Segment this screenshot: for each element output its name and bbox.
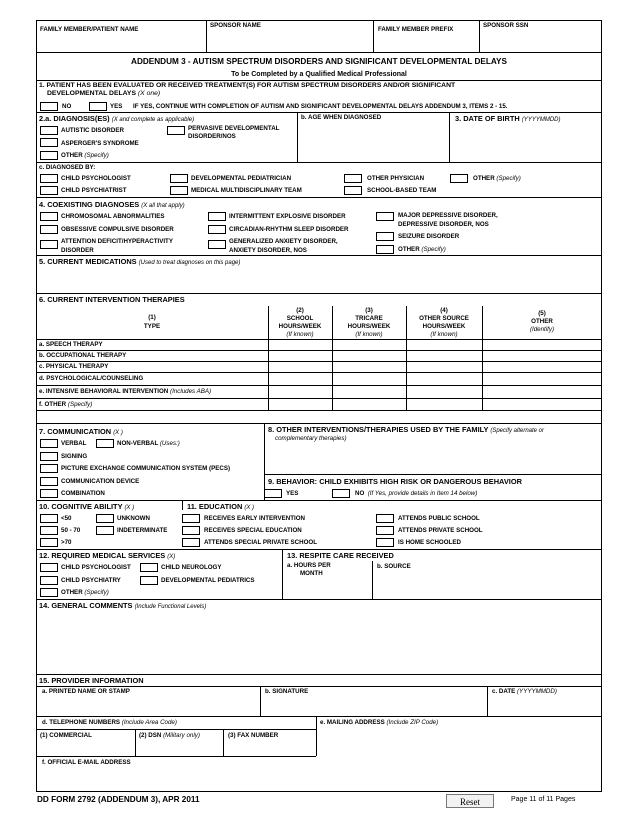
printed-name-label: a. PRINTED NAME OR STAMP	[42, 688, 130, 695]
divider	[36, 112, 602, 113]
mdd-checkbox[interactable]	[376, 212, 394, 221]
col4-head-a: OTHER SOURCE	[419, 315, 469, 322]
s10-label: 10. COGNITIVE ABILITY (X )	[39, 502, 135, 511]
col1-head: TYPE	[143, 323, 161, 330]
divider	[36, 686, 602, 687]
divider	[206, 20, 207, 52]
pdd-label2: DISORDER/NOS	[188, 133, 236, 140]
s1-yes-checkbox[interactable]	[89, 102, 107, 111]
date-label: c. DATE (YYYYMMDD)	[492, 688, 557, 695]
therapy-row-c: c. PHYSICAL THERAPY	[39, 363, 109, 370]
s3-label: 3. DATE OF BIRTH (YYYYMMDD)	[455, 114, 561, 123]
nonverbal-checkbox[interactable]	[96, 439, 114, 448]
edu-public-checkbox[interactable]	[376, 514, 394, 523]
col2-head-b: HOURS/WEEK	[278, 323, 322, 330]
pecs-checkbox[interactable]	[40, 464, 58, 473]
sponsor-ssn-label: SPONSOR SSN	[483, 22, 529, 29]
s9-no-checkbox[interactable]	[332, 489, 350, 498]
edu-early-label: RECEIVES EARLY INTERVENTION	[204, 515, 305, 522]
divider	[36, 361, 602, 362]
by-mmt-label: MEDICAL MULTIDISCIPLINARY TEAM	[191, 187, 302, 194]
circ-checkbox[interactable]	[208, 225, 226, 234]
ied-checkbox[interactable]	[208, 212, 226, 221]
signing-label: SIGNING	[61, 453, 88, 460]
s2-age-label: b. AGE WHEN DIAGNOSED	[301, 114, 382, 121]
s4-other-checkbox[interactable]	[376, 245, 394, 254]
by-psychiatrist-label: CHILD PSYCHIATRIST	[61, 187, 127, 194]
s8-label: 8. OTHER INTERVENTIONS/THERAPIES USED BY THE FAMILY (Specify alternate or	[268, 425, 545, 434]
form-subtitle: To be Completed by a Qualified Medical Professional	[231, 71, 407, 78]
divider	[36, 549, 602, 550]
s4-label: 4. COEXISTING DIAGNOSES (X all that apply)	[39, 200, 185, 209]
cog-unknown-checkbox[interactable]	[96, 514, 114, 523]
svc-neurology-checkbox[interactable]	[140, 563, 158, 572]
svc-other-checkbox[interactable]	[40, 588, 58, 597]
divider	[36, 674, 602, 675]
divider	[36, 716, 602, 717]
reset-button[interactable]: Reset	[446, 794, 494, 808]
divider	[36, 52, 602, 53]
divider	[36, 599, 602, 600]
divider	[297, 112, 298, 162]
divider	[373, 20, 374, 52]
divider	[182, 500, 183, 510]
edu-special-checkbox[interactable]	[182, 526, 200, 535]
asperger-label: ASPERGER'S SYNDROME	[61, 140, 139, 147]
edu-early-checkbox[interactable]	[182, 514, 200, 523]
s14-label: 14. GENERAL COMMENTS (Include Functional Levels)	[39, 601, 207, 610]
chrom-checkbox[interactable]	[40, 212, 58, 221]
divider	[264, 474, 602, 475]
col2-head-a: SCHOOL	[286, 315, 314, 322]
by-otherphys-label: OTHER PHYSICIAN	[367, 175, 425, 182]
circ-label: CIRCADIAN-RHYTHM SLEEP DISORDER	[229, 226, 349, 233]
ocd-label: OBSESSIVE COMPULSIVE DISORDER	[61, 226, 174, 233]
col5-head-b: (Identify)	[529, 326, 555, 333]
col5-head-a: OTHER	[531, 318, 553, 325]
s1-no-checkbox[interactable]	[40, 102, 58, 111]
adhd-label: ATTENTION DEFICIT/HYPERACTIVITY	[61, 238, 173, 245]
col4-head-c: (If known)	[430, 331, 458, 338]
cog-gt70-label: >70	[61, 539, 72, 546]
edu-private-label: ATTENDS PRIVATE SCHOOL	[398, 527, 483, 534]
by-other-label: OTHER (Specify)	[473, 175, 521, 182]
col4-num: (4)	[440, 307, 448, 314]
s1-label2: DEVELOPMENTAL DELAYS (X one)	[47, 90, 161, 97]
mdd-label2: DEPRESSIVE DISORDER, NOS	[398, 221, 489, 228]
edu-home-label: IS HOME SCHOOLED	[398, 539, 461, 546]
sponsor-name-label: SPONSOR NAME	[210, 22, 261, 29]
cog-lt50-label: <50	[61, 515, 72, 522]
col3-head-a: TRICARE	[355, 315, 383, 322]
divider	[36, 162, 602, 163]
svc-neurology-label: CHILD NEUROLOGY	[161, 564, 222, 571]
hours-label2: MONTH	[300, 570, 323, 577]
divider	[479, 20, 480, 52]
divider	[36, 339, 602, 340]
device-checkbox[interactable]	[40, 477, 58, 486]
divider	[36, 398, 602, 399]
verbal-label: VERBAL	[61, 440, 87, 447]
divider	[36, 350, 602, 351]
ied-label: INTERMITTENT EXPLOSIVE DISORDER	[229, 213, 346, 220]
page-number: Page 11 of 11 Pages	[511, 796, 576, 803]
therapy-row-f: f. OTHER (Specify)	[39, 401, 93, 408]
svc-other-label: OTHER (Specify)	[61, 589, 109, 596]
s6-label: 6. CURRENT INTERVENTION THERAPIES	[39, 295, 185, 304]
divider	[36, 372, 602, 373]
divider	[449, 112, 450, 162]
s15-label: 15. PROVIDER INFORMATION	[39, 676, 144, 685]
therapy-row-a: a. SPEECH THERAPY	[39, 341, 103, 348]
email-label: f. OFFICIAL E-MAIL ADDRESS	[42, 759, 131, 766]
autistic-label: AUTISTIC DISORDER	[61, 127, 124, 134]
svc-psychiatry-checkbox[interactable]	[40, 576, 58, 585]
s12-label: 12. REQUIRED MEDICAL SERVICES (X)	[39, 551, 176, 560]
cog-lt50-checkbox[interactable]	[40, 514, 58, 523]
by-other-checkbox[interactable]	[450, 174, 468, 183]
divider	[260, 686, 261, 716]
s9-no-label: NO (If Yes, provide details in Item 14 below)	[355, 490, 478, 497]
ocd-checkbox[interactable]	[40, 225, 58, 234]
autistic-checkbox[interactable]	[40, 126, 58, 135]
s9-label: 9. BEHAVIOR: CHILD EXHIBITS HIGH RISK OR DANGEROUS BEHAVIOR	[268, 477, 522, 486]
by-psychologist-label: CHILD PSYCHOLOGIST	[61, 175, 131, 182]
s9-yes-label: YES	[286, 490, 299, 497]
cog-5070-label: 50 - 70	[61, 527, 81, 534]
divider	[36, 756, 316, 757]
adhd-checkbox[interactable]	[40, 240, 58, 249]
divider	[487, 686, 488, 716]
pdd-checkbox[interactable]	[167, 126, 185, 135]
s1-yes-note: IF YES, CONTINUE WITH COMPLETION OF AUTISM AND SIGNIFICANT DEVELOPMENTAL DELAYS ADDENDUM 3, ITEMS 2 - 15.	[133, 103, 508, 110]
s1-yes-label: YES	[110, 103, 123, 110]
col5-num: (5)	[538, 310, 546, 317]
divider	[36, 410, 602, 411]
divider	[223, 729, 224, 756]
by-school-label: SCHOOL-BASED TEAM	[367, 187, 437, 194]
cog-5070-checkbox[interactable]	[40, 526, 58, 535]
col2-head-c: (If known)	[286, 331, 314, 338]
signature-label: b. SIGNATURE	[265, 688, 309, 695]
s8-hint2: complementary therapies)	[275, 435, 347, 442]
s2-other-label: OTHER (Specify)	[61, 152, 109, 159]
nonverbal-label: NON-VERBAL (Uses:)	[117, 440, 180, 447]
therapy-row-e: e. INTENSIVE BEHAVIORAL INTERVENTION (Includes ABA)	[39, 388, 212, 395]
verbal-checkbox[interactable]	[40, 439, 58, 448]
by-mmt-checkbox[interactable]	[170, 186, 188, 195]
fax-label: (3) FAX NUMBER	[228, 732, 279, 739]
col2-num: (2)	[296, 307, 304, 314]
by-psychologist-checkbox[interactable]	[40, 174, 58, 183]
combo-checkbox[interactable]	[40, 489, 58, 498]
therapy-row-b: b. OCCUPATIONAL THERAPY	[39, 352, 127, 359]
s2-label: 2.a. DIAGNOSIS(ES) (X and complete as applicable)	[39, 114, 195, 123]
form-title: ADDENDUM 3 - AUTISM SPECTRUM DISORDERS AND SIGNIFICANT DEVELOPMENTAL DELAYS	[131, 57, 507, 66]
col3-head-c: (If known)	[355, 331, 383, 338]
svc-devped-label: DEVELOPMENTAL PEDIATRICS	[161, 577, 255, 584]
gad-label2: ANXIETY DISORDER, NOS	[229, 247, 307, 254]
svc-devped-checkbox[interactable]	[140, 576, 158, 585]
svc-psychologist-checkbox[interactable]	[40, 563, 58, 572]
divider	[36, 500, 602, 501]
col3-head-b: HOURS/WEEK	[347, 323, 391, 330]
divider	[372, 561, 373, 599]
divider	[135, 729, 136, 756]
pecs-label: PICTURE EXCHANGE COMMUNICATION SYSTEM (PECS)	[61, 465, 231, 472]
svc-psychologist-label: CHILD PSYCHOLOGIST	[61, 564, 131, 571]
family-prefix-label: FAMILY MEMBER PREFIX	[378, 26, 454, 33]
divider	[36, 255, 602, 256]
divider	[36, 423, 602, 424]
s2c-label: c. DIAGNOSED BY:	[39, 164, 96, 171]
s7-label: 7. COMMUNICATION (X )	[39, 427, 123, 436]
mail-label: e. MAILING ADDRESS (Include ZIP Code)	[320, 719, 439, 726]
dsn-label: (2) DSN (Military only)	[139, 732, 200, 739]
edu-special-private-checkbox[interactable]	[182, 538, 200, 547]
s2-other-checkbox[interactable]	[40, 151, 58, 160]
seizure-label: SEIZURE DISORDER	[398, 233, 460, 240]
cog-gt70-checkbox[interactable]	[40, 538, 58, 547]
cog-indeterminate-label: INDETERMINATE	[117, 527, 168, 534]
asperger-checkbox[interactable]	[40, 138, 58, 147]
cog-unknown-label: UNKNOWN	[117, 515, 150, 522]
gad-checkbox[interactable]	[208, 240, 226, 249]
by-devped-checkbox[interactable]	[170, 174, 188, 183]
col1-num: (1)	[148, 314, 156, 321]
phone-label: d. TELEPHONE NUMBERS (Include Area Code)	[42, 719, 177, 726]
seizure-checkbox[interactable]	[376, 232, 394, 241]
family-member-label: FAMILY MEMBER/PATIENT NAME	[40, 26, 139, 33]
s11-label: 11. EDUCATION (X )	[187, 502, 255, 511]
s13-label: 13. RESPITE CARE RECEIVED	[287, 551, 394, 560]
mdd-label: MAJOR DEPRESSIVE DISORDER,	[398, 212, 498, 219]
by-school-checkbox[interactable]	[344, 186, 362, 195]
source-label: b. SOURCE	[377, 563, 411, 570]
divider	[36, 197, 602, 198]
col3-num: (3)	[365, 307, 373, 314]
edu-home-checkbox[interactable]	[376, 538, 394, 547]
edu-public-label: ATTENDS PUBLIC SCHOOL	[398, 515, 480, 522]
by-devped-label: DEVELOPMENTAL PEDIATRICIAN	[191, 175, 292, 182]
s1-no-label: NO	[62, 103, 72, 110]
divider	[36, 729, 316, 730]
divider	[282, 549, 283, 599]
adhd-label2: DISORDER	[61, 247, 94, 254]
chrom-label: CHROMOSOMAL ABNORMALITIES	[61, 213, 165, 220]
pdd-label: PERVASIVE DEVELOPMENTAL	[188, 125, 280, 132]
divider	[36, 80, 602, 81]
form-id: DD FORM 2792 (ADDENDUM 3), APR 2011	[37, 795, 200, 804]
device-label: COMMUNICATION DEVICE	[61, 478, 140, 485]
col4-head-b: HOURS/WEEK	[422, 323, 466, 330]
gad-label: GENERALIZED ANXIETY DISORDER,	[229, 238, 338, 245]
s5-label: 5. CURRENT MEDICATIONS (Used to treat diagnoses on this page)	[39, 257, 241, 266]
s9-yes-checkbox[interactable]	[264, 489, 282, 498]
edu-special-label: RECEIVES SPECIAL EDUCATION	[204, 527, 302, 534]
signing-checkbox[interactable]	[40, 452, 58, 461]
divider	[36, 385, 602, 386]
therapy-row-d: d. PSYCHOLOGICAL/COUNSELING	[39, 375, 144, 382]
divider	[36, 293, 602, 294]
by-psychiatrist-checkbox[interactable]	[40, 186, 58, 195]
edu-private-checkbox[interactable]	[376, 526, 394, 535]
s1-label: 1. PATIENT HAS BEEN EVALUATED OR RECEIVED TREATMENT(S) FOR AUTISM SPECTRUM DISORDERS AND/OR SIGNIFICANT	[39, 82, 456, 89]
svc-psychiatry-label: CHILD PSYCHIATRY	[61, 577, 121, 584]
hours-label: a. HOURS PER	[287, 562, 331, 569]
divider	[316, 716, 317, 756]
cog-indeterminate-checkbox[interactable]	[96, 526, 114, 535]
edu-special-private-label: ATTENDS SPECIAL PRIVATE SCHOOL	[204, 539, 317, 546]
combo-label: COMBINATION	[61, 490, 105, 497]
by-otherphys-checkbox[interactable]	[344, 174, 362, 183]
s4-other-label: OTHER (Specify)	[398, 246, 446, 253]
commercial-label: (1) COMMERCIAL	[40, 732, 92, 739]
